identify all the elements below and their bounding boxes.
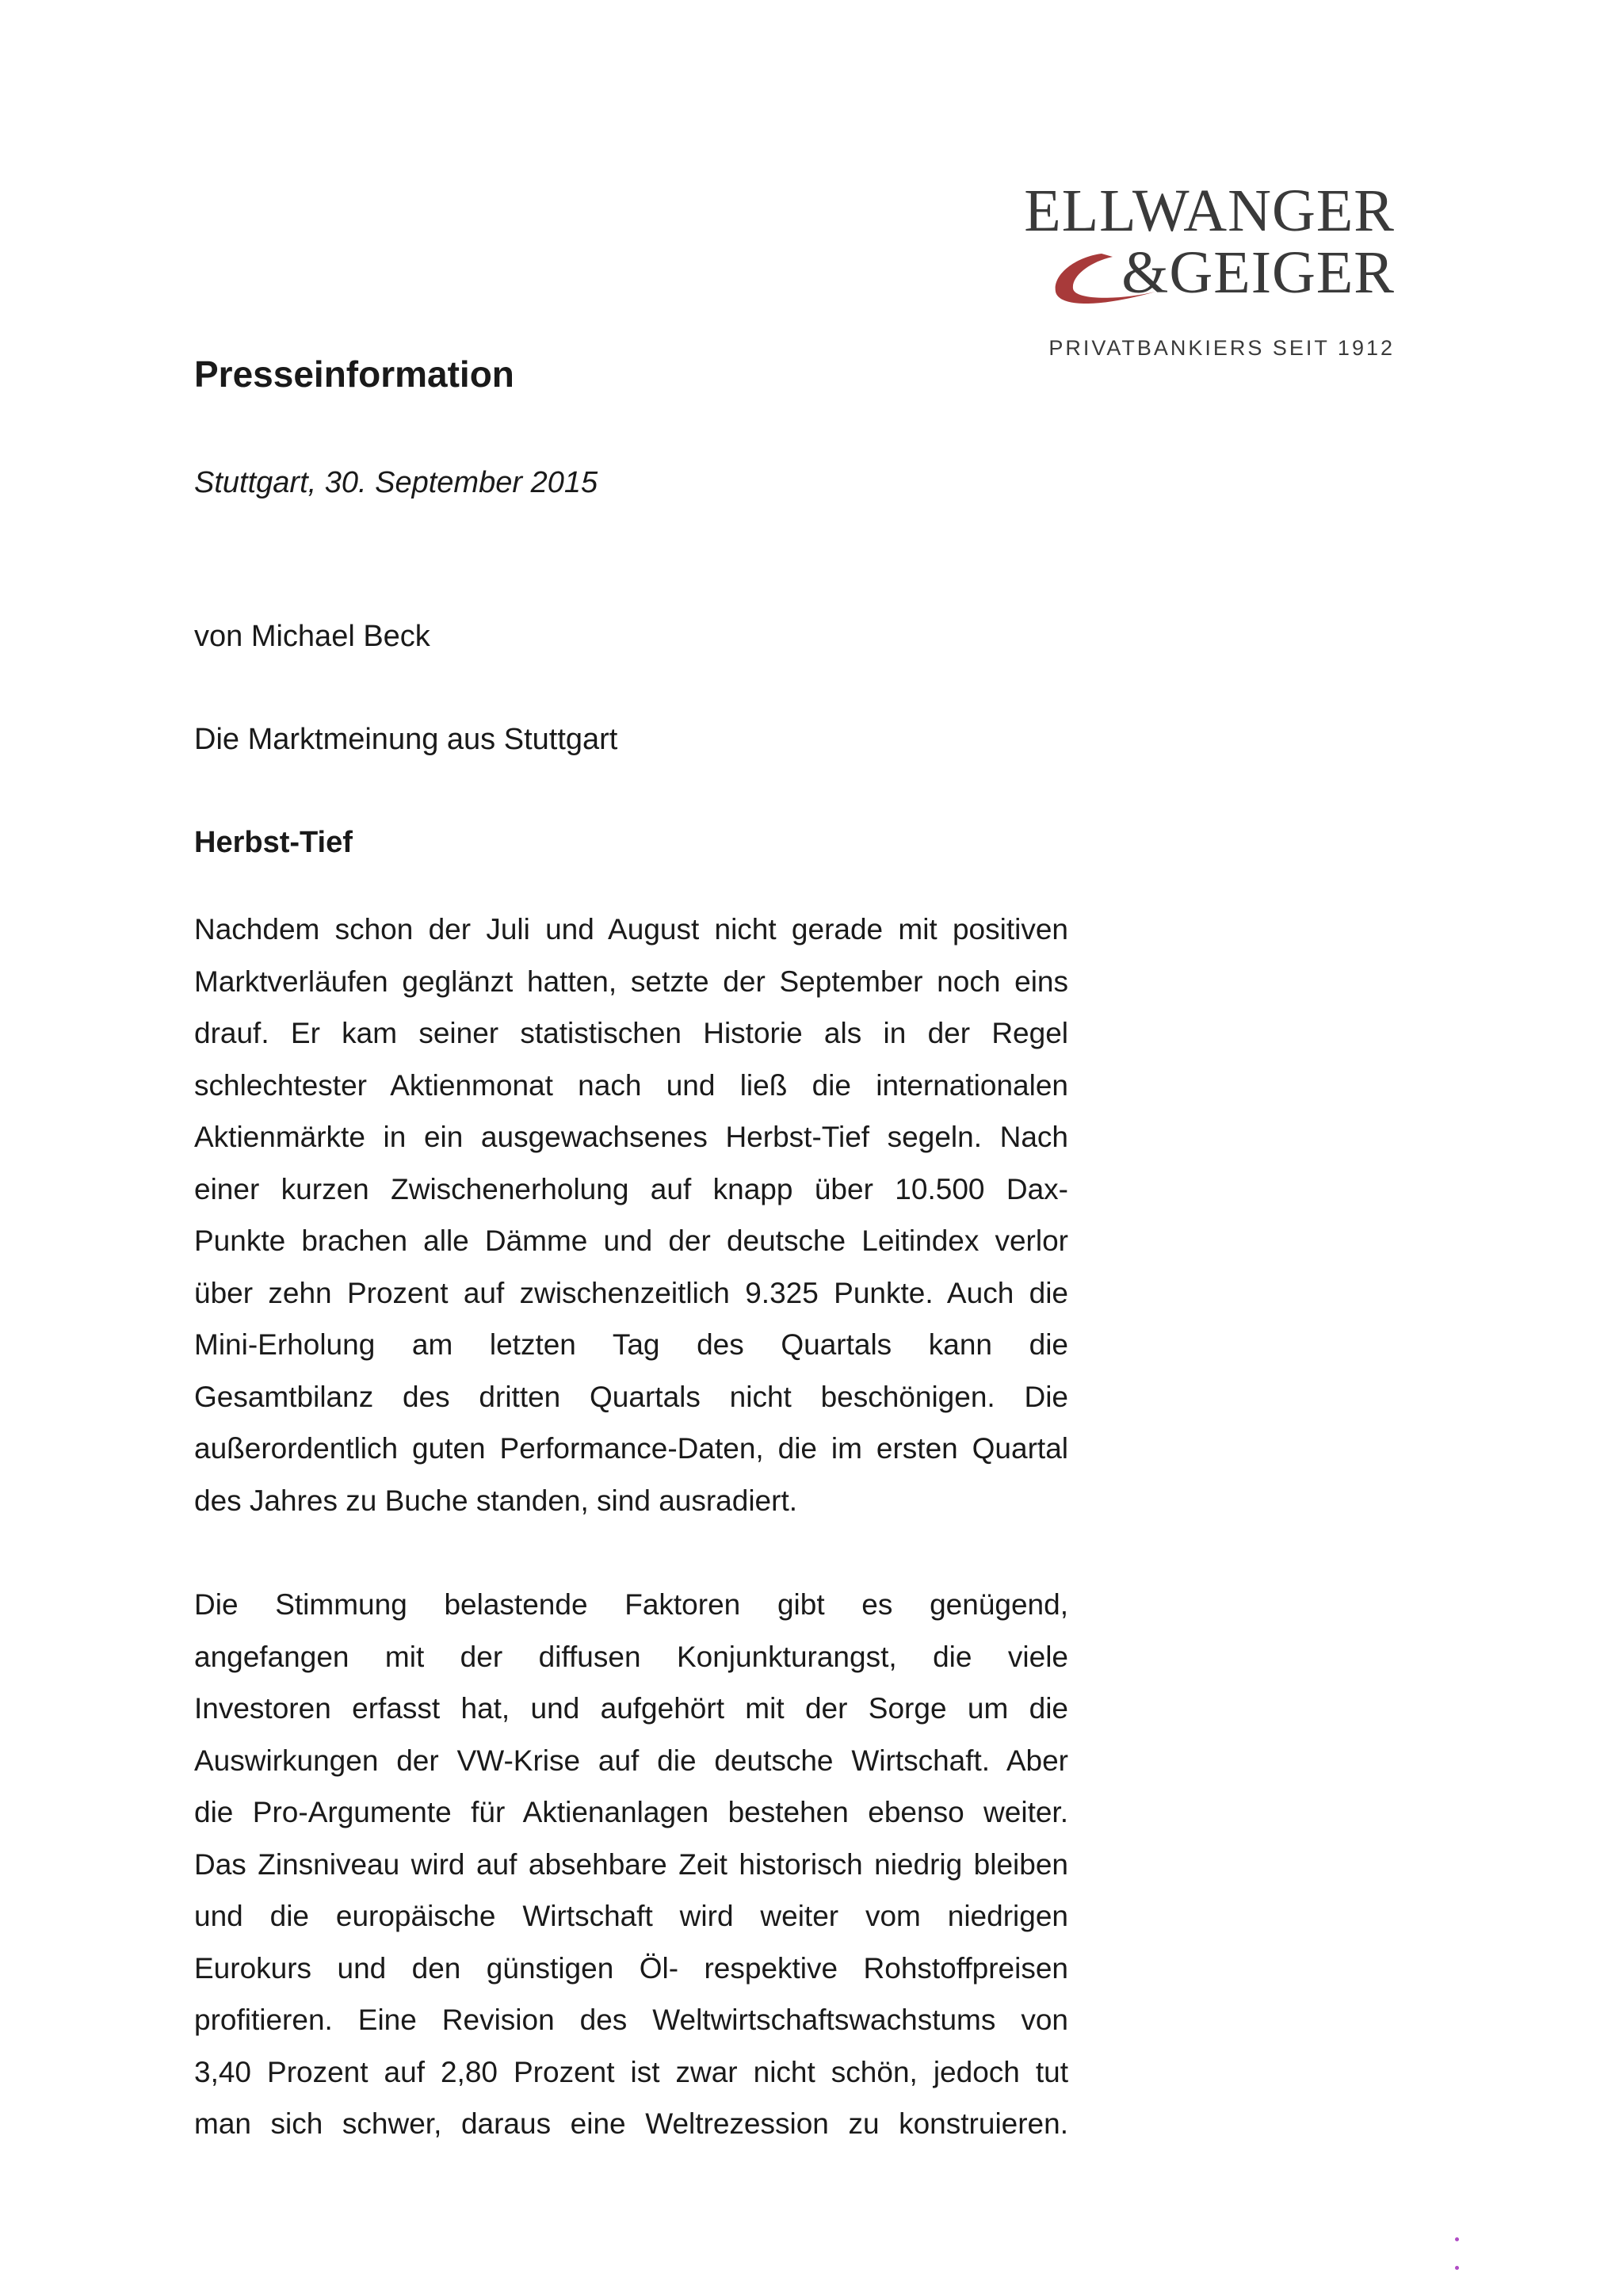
paragraph-line: Marktverläufen geglänzt hatten, setzte der September noch eins	[194, 965, 1068, 998]
page-corner-mark	[1455, 2231, 1463, 2279]
paragraph-line: Punkte brachen alle Dämme und der deutsche Leitindex verlor	[194, 1224, 1068, 1257]
paragraph-line: Die Stimmung belastende Faktoren gibt es genügend,	[194, 1588, 1068, 1621]
paragraph-line: einer kurzen Zwischenerholung auf knapp über 10.500 Dax-	[194, 1172, 1068, 1205]
paragraph-line: Das Zinsniveau wird auf absehbare Zeit historisch niedrig bleiben	[194, 1847, 1068, 1881]
dateline: Stuttgart, 30. September 2015	[194, 466, 598, 499]
logo-name-line2: &GEIGER	[1121, 239, 1395, 306]
body-paragraph-2	[194, 1579, 1068, 2150]
paragraph-line: Auswirkungen der VW-Krise auf die deutsche Wirtschaft. Aber	[194, 1744, 1068, 1777]
corner-dot-icon	[1455, 2266, 1459, 2270]
paragraph-line: drauf. Er kam seiner statistischen Historie als in der Regel	[194, 1017, 1068, 1049]
paragraph-line: Mini-Erholung am letzten Tag des Quartals kann die	[194, 1328, 1068, 1361]
paragraph-line: und die europäische Wirtschaft wird weiter vom niedrigen	[194, 1900, 1068, 1932]
paragraph-line: 3,40 Prozent auf 2,80 Prozent ist zwar nicht schön, jedoch tut	[194, 2055, 1068, 2088]
paragraph-line: profitieren. Eine Revision des Weltwirtschaftswachstums von	[194, 2004, 1068, 2036]
paragraph-line: die Pro-Argumente für Aktienanlagen bestehen ebenso weiter.	[194, 1796, 1068, 1828]
page-title: Presseinformation	[194, 353, 514, 395]
article-title: Herbst-Tief	[194, 826, 353, 859]
paragraph-line: außerordentlich guten Performance-Daten, die im ersten Quartal	[194, 1432, 1068, 1465]
paragraph-line: schlechtester Aktienmonat nach und ließ die internationalen	[194, 1068, 1068, 1102]
company-logo	[1024, 178, 1401, 371]
logo-name-line1: ELLWANGER	[1024, 178, 1395, 244]
paragraph-line: Investoren erfasst hat, und aufgehört mit der Sorge um die	[194, 1692, 1068, 1725]
body-paragraph-1	[194, 904, 1068, 1526]
paragraph-line: Aktienmärkte in ein ausgewachsenes Herbst-Tief segeln. Nach	[194, 1121, 1068, 1153]
paragraph-line: des Jahres zu Buche standen, sind ausradiert.	[194, 1484, 798, 1517]
paragraph-line: man sich schwer, daraus eine Weltrezession zu konstruieren.	[194, 2107, 1068, 2140]
paragraph-line: Eurokurs und den günstigen Öl- respektive Rohstoffpreisen	[194, 1951, 1068, 1985]
paragraph-line: Nachdem schon der Juli und August nicht gerade mit positiven	[194, 913, 1068, 946]
author-line: von Michael Beck	[194, 620, 430, 653]
paragraph-line: Gesamtbilanz des dritten Quartals nicht beschönigen. Die	[194, 1380, 1068, 1413]
series-title: Die Marktmeinung aus Stuttgart	[194, 723, 618, 756]
paragraph-line: über zehn Prozent auf zwischenzeitlich 9.325 Punkte. Auch die	[194, 1276, 1068, 1309]
logo-tagline: PRIVATBANKIERS SEIT 1912	[1048, 336, 1395, 360]
paragraph-line: angefangen mit der diffusen Konjunkturangst, die viele	[194, 1640, 1068, 1673]
corner-dot-icon	[1455, 2237, 1459, 2241]
